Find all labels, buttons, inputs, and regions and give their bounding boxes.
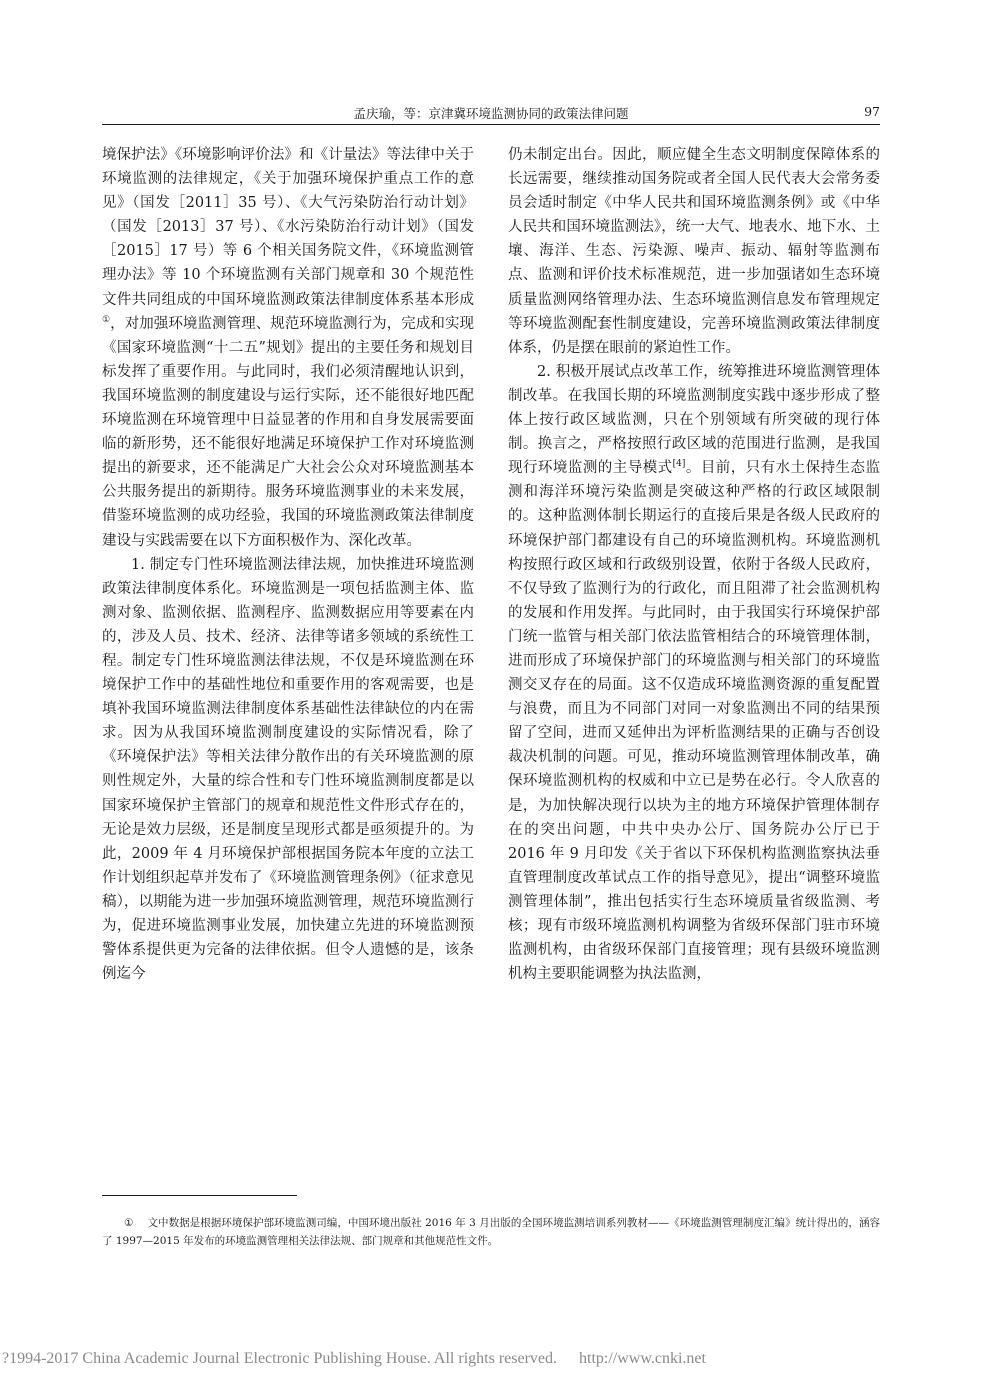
- paragraph-text: 2. 积极开展试点改革工作，统筹推进环境监测管理体制改革。在我国长期的环境监测制度实践中逐步形成了整体上按行政区域监测，只在个别领域有所突破的现行体制。换言之，严格按照行政区域的范围进行监测，是我国现行环境监测的主导模式: [508, 363, 880, 477]
- paragraph-text: 。目前，只有水土保持生态监测和海洋环境污染监测是突破这种严格的行政区域限制的。这种监测体制长期运行的直接后果是各级人民政府的环境保护部门都建设有自己的环境监测机构。环境监测机构按照行政区域和行政级别设置，依附于各级人民政府，不仅导致了监测行为的行政化，而且阻滞了社会监测机构的发展和作用发挥。与此同时，由于我国实行环境保护部门统一监管与相关部门依法监管相结合的环境管理体制，进而形成了环境保护部门的环境监测与相关部门的环境监测交叉存在的局面。这不仅造成环境监测资源的重复配置与浪费，而且为不同部门对同一对象监测出不同的结果预留了空间，进而又延伸出为评析监测结果的正确与否创设裁决机制的问题。可见，推动环境监测管理体制改革，确保环境监测机构的权威和中立已是势在必行。令人欣喜的是，为加快解决现行以块为主的地方环境保护管理体制存在的突出问题，中共中央办公厅、国务院办公厅已于 2016 年 9 月印发《关于省以下环保机构监测监察执法垂直管理制度改革试点工作的指导意见》，提出“调整环境监测管理体制”，推出包括实行生态环境质量省级监测、考核；现有市级环境监测机构调整为省级环保部门驻市环境监测机构，由省级环保部门直接管理；现有县级环境监测机构主要职能调整为执法监测，: [508, 460, 880, 983]
- paragraph: [508, 360, 880, 986]
- paragraph: 仍未制定出台。因此，顺应健全生态文明制度保障体系的长远需要，继续推动国务院或者全国人民代表大会常务委员会适时制定《中华人民共和国环境监测条例》或《中华人民共和国环境监测法》，统一大气、地表水、地下水、土壤、海洋、生态、污染源、噪声、振动、辐射等监测布点、监测和评价技术标准规范，进一步加强诸如生态环境质量监测网络管理办法、生态环境监测信息发布管理规定等环境监测配套性制度建设，完善环境监测政策法律制度体系，仍是摆在眼前的紧迫性工作。: [508, 147, 880, 356]
- footnote-text: 文中数据是根据环境保护部环境监测司编，中国环境出版社 2016 年 3 月出版的全国环境监测培训系列教材——《环境监测管理制度汇编》统计得出的，涵容了 1997—2015 年发布的环境监测管理相关法律法规、部门规章和其他规范性文件。: [102, 1217, 880, 1247]
- paragraph-text: 境保护法》《环境影响评价法》和《计量法》等法律中关于环境监测的法律规定，《关于加强环境保护重点工作的意见》（国发［2011］35 号）、《大气污染防治行动计划》（国发［2013］37 号）、《水污染防治行动计划》（国发［2015］17 号）等 6 个相关国务院文件，《环境监测管理办法》等 10 个环境监测有关部门规章和 30 个规范性文件共同组成的中国环境监测政策法律制度体系基本形成: [102, 147, 474, 308]
- footnote: [102, 1214, 880, 1250]
- footer-url[interactable]: http://www.cnki.net: [579, 1350, 706, 1367]
- left-column: [102, 143, 474, 986]
- footnote-marker[interactable]: ①: [102, 314, 111, 325]
- paragraph: 1. 制定专门性环境监测法律法规，加快推进环境监测政策法律制度体系化。环境监测是一项包括监测主体、监测对象、监测依据、监测程序、监测数据应用等要素在内的，涉及人员、技术、经济、法律等诸多领域的系统性工程。制定专门性环境监测法律法规，不仅是环境监测在环境保护工作中的基础性地位和重要作用的客观需要，也是填补我国环境监测法律制度体系基础性法律缺位的内在需求。因为从我国环境监测制度建设的实际情况看，除了《环境保护法》等相关法律分散作出的有关环境监测的原则性规定外，大量的综合性和专门性环境监测制度都是以国家环境保护主管部门的规章和规范性文件形式存在的，无论是效力层级，还是制度呈现形式都是亟须提升的。为此，2009 年 4 月环境保护部根据国务院本年度的立法工作计划组织起草并发布了《环境监测管理条例》（征求意见稿），以期能为进一步加强环境监测管理，规范环境监测行为，促进环境监测事业发展，加快建立先进的环境监测预警体系提供更为完备的法律依据。但令人遗憾的是，该条例迄今: [102, 556, 474, 983]
- page-number: 97: [864, 104, 880, 119]
- right-column: [508, 143, 880, 986]
- citation-reference[interactable]: [4]: [672, 459, 686, 470]
- header-rule: [102, 124, 880, 125]
- paragraph: [102, 143, 474, 553]
- footnote-mark: ①: [124, 1217, 134, 1229]
- running-head-title: 孟庆瑜，等：京津冀环境监测协同的政策法律问题: [353, 106, 629, 121]
- footnote-rule: [102, 1195, 297, 1196]
- copyright-text: ?1994-2017 China Academic Journal Electronic Publishing House. All rights reserved.: [2, 1350, 557, 1367]
- running-head: [102, 104, 880, 124]
- copyright-footer: [0, 1350, 982, 1368]
- paragraph-text: ，对加强环境监测管理、规范环境监测行为，完成和实现《国家环境监测“十二五”规划》提出的主要任务和规划目标发挥了重要作用。与此同时，我们必须清醒地认识到，我国环境监测的制度建设与运行实际，还不能很好地匹配环境监测在环境管理中日益显著的作用和自身发展需要面临的新形势，还不能很好地满足环境保护工作对环境监测提出的新要求，还不能满足广大社会公众对环境监测基本公共服务提出的新期待。服务环境监测事业的未来发展，借鉴环境监测的成功经验，我国的环境监测政策法律制度建设与实践需要在以下方面积极作为、深化改革。: [102, 315, 475, 549]
